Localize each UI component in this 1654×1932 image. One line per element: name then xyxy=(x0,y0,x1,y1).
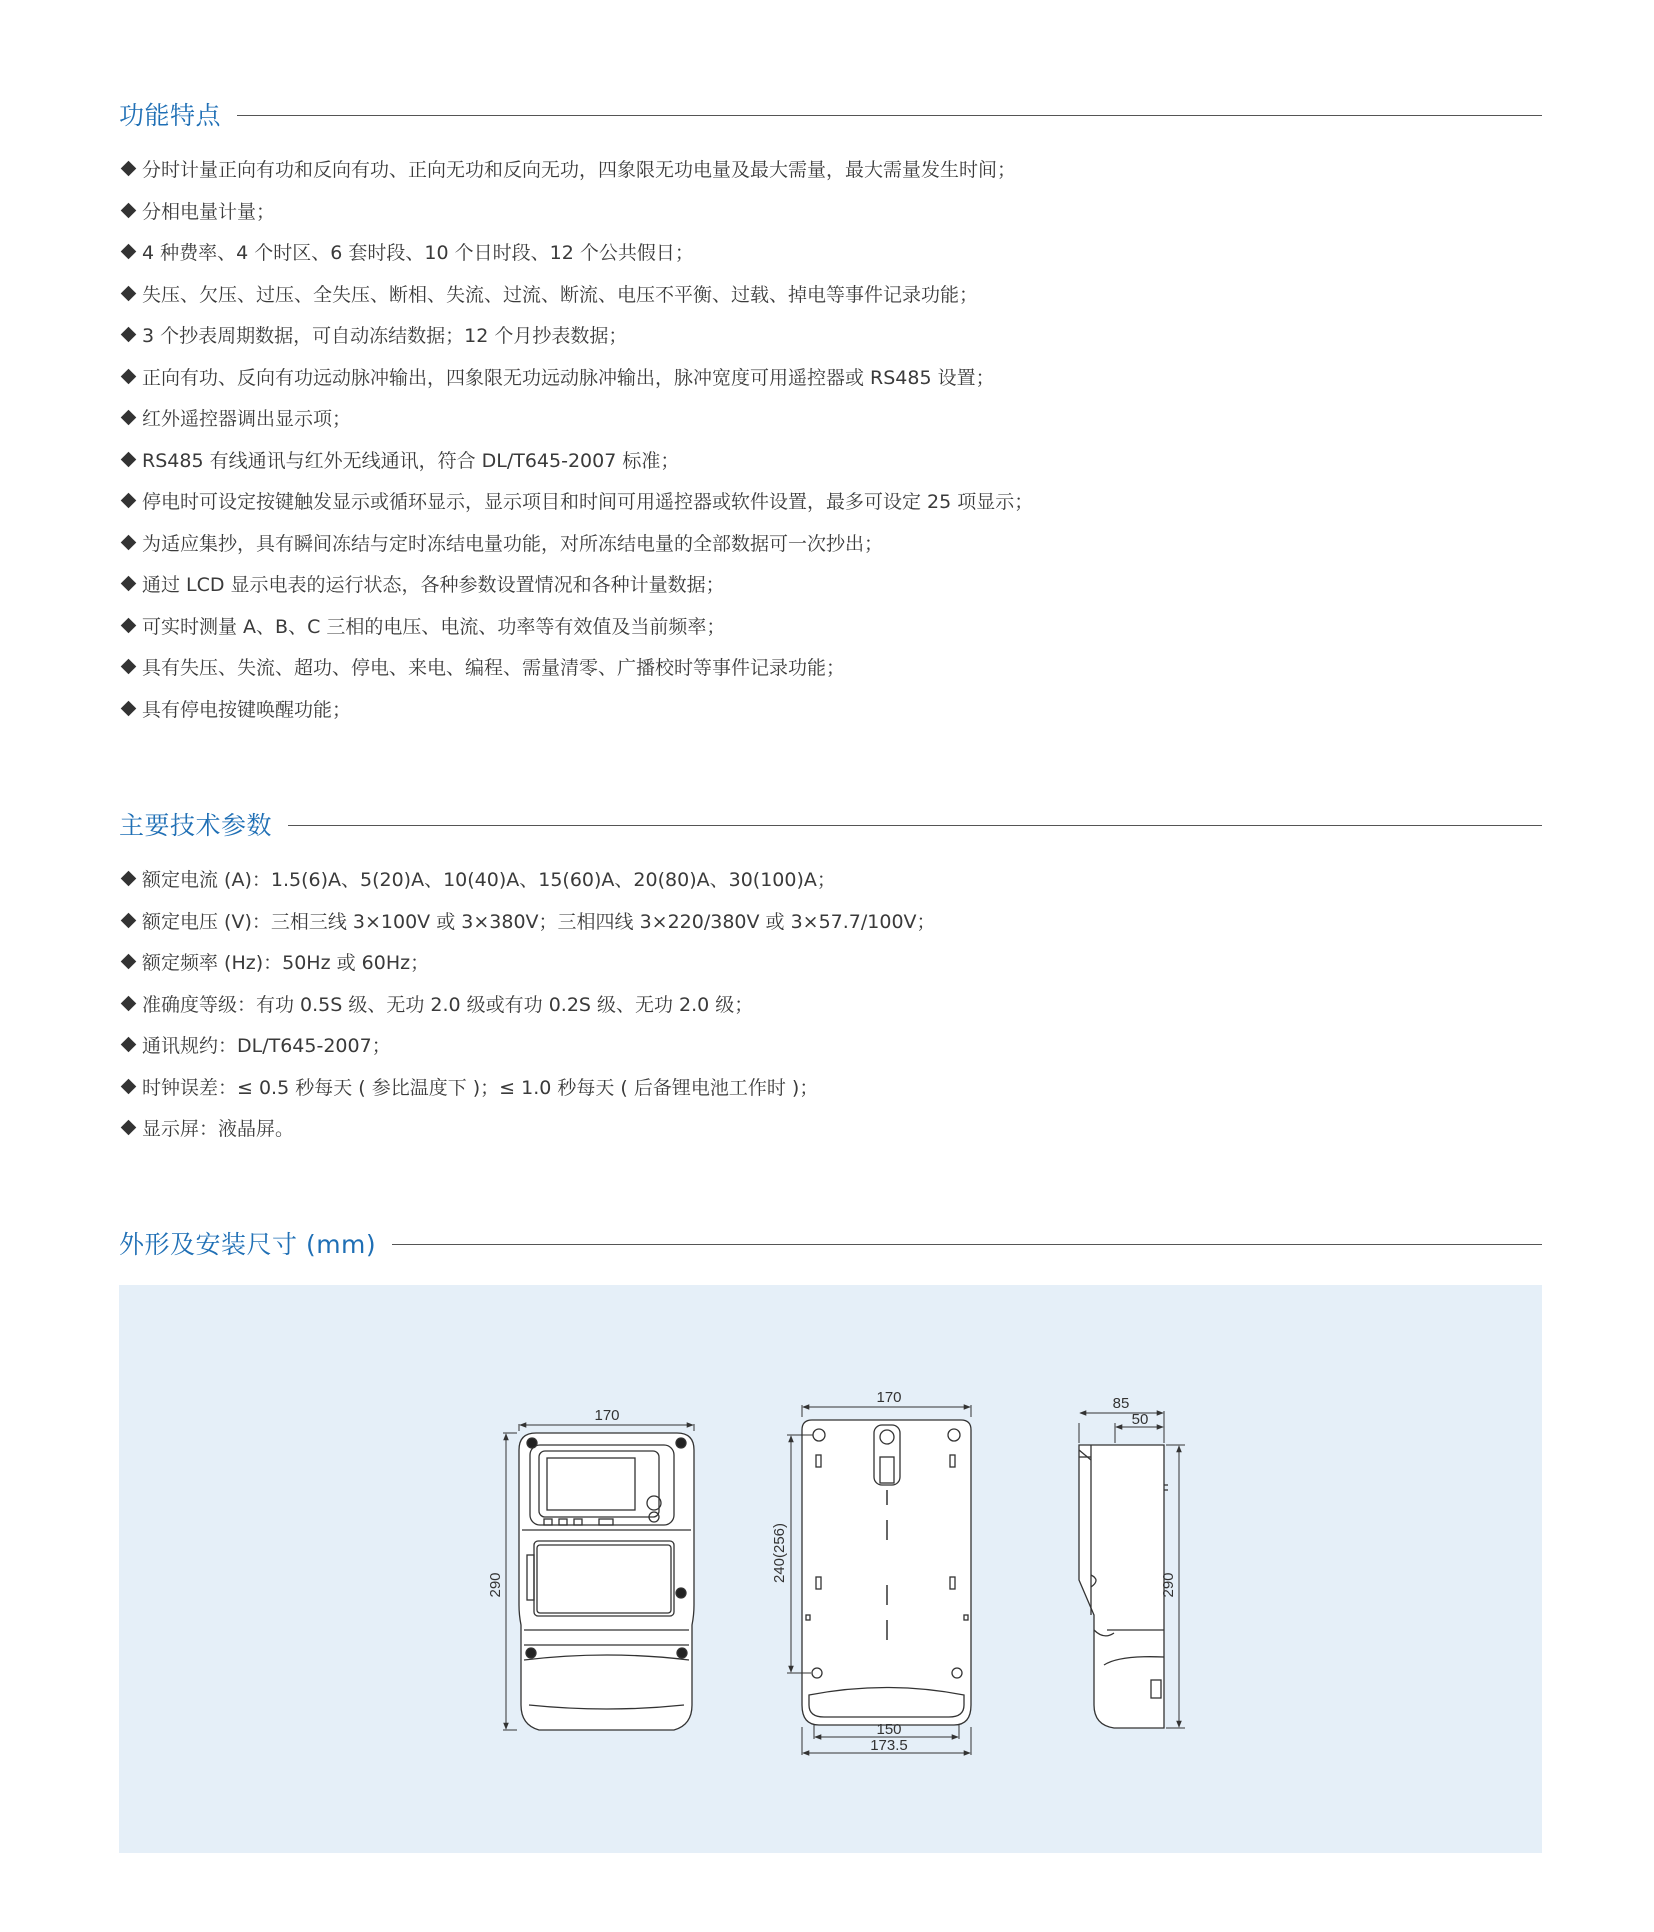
side-height-label: 290 xyxy=(1160,1572,1177,1598)
list-item-text: 正向有功、反向有功远动脉冲输出，四象限无功远动脉冲输出，脉冲宽度可用遥控器或 RS485 设置； xyxy=(142,366,995,389)
diamond-bullet-icon xyxy=(121,410,137,426)
list-item xyxy=(119,190,1542,232)
side-depth-inner-label: 50 xyxy=(1131,1411,1149,1428)
back-bottom-outer-label: 173.5 xyxy=(870,1737,908,1754)
params-divider xyxy=(288,825,1542,826)
list-item xyxy=(119,688,1542,730)
side-depth-label: 85 xyxy=(1112,1395,1130,1412)
list-item-text: 红外遥控器调出显示项； xyxy=(142,408,352,431)
dimensions-divider xyxy=(392,1244,1542,1245)
list-item xyxy=(119,439,1542,481)
back-width-label: 170 xyxy=(876,1389,902,1406)
side-view xyxy=(1079,1411,1185,1728)
list-item-text: 准确度等级：有功 0.5S 级、无功 2.0 级或有功 0.2S 级、无功 2.0 级； xyxy=(142,993,754,1016)
list-item xyxy=(119,480,1542,522)
list-item xyxy=(119,983,1542,1025)
front-height-label: 290 xyxy=(487,1572,504,1598)
list-item-text: 分时计量正向有功和反向有功、正向无功和反向无功，四象限无功电量及最大需量，最大需量发生时间； xyxy=(142,159,1017,182)
list-item-text: 时钟误差：≤ 0.5 秒每天 ( 参比温度下 )；≤ 1.0 秒每天 ( 后备锂电池工作时 )； xyxy=(142,1076,819,1099)
diamond-bullet-icon xyxy=(121,202,137,218)
diamond-bullet-icon xyxy=(121,1120,137,1136)
list-item-text: RS485 有线通讯与红外无线通讯，符合 DL/T645-2007 标准； xyxy=(142,449,680,472)
list-item xyxy=(119,1107,1542,1149)
list-item xyxy=(119,858,1542,900)
features-title: 功能特点 xyxy=(119,101,222,130)
dimension-drawing-panel xyxy=(119,1285,1542,1853)
list-item xyxy=(119,231,1542,273)
diamond-bullet-icon xyxy=(121,576,137,592)
list-item xyxy=(119,941,1542,983)
diamond-bullet-icon xyxy=(121,617,137,633)
front-view xyxy=(503,1424,694,1730)
diamond-bullet-icon xyxy=(121,493,137,509)
list-item-text: 具有停电按键唤醒功能； xyxy=(142,698,352,721)
params-header xyxy=(119,804,1542,844)
diamond-bullet-icon xyxy=(121,327,137,343)
back-bottom-inner-label: 150 xyxy=(876,1721,902,1738)
diamond-bullet-icon xyxy=(121,995,137,1011)
list-item-text: 3 个抄表周期数据，可自动冻结数据；12 个月抄表数据； xyxy=(142,325,628,348)
params-title: 主要技术参数 xyxy=(119,811,273,840)
list-item xyxy=(119,1024,1542,1066)
list-item xyxy=(119,1066,1542,1108)
diamond-bullet-icon xyxy=(121,244,137,260)
dimensions-header xyxy=(119,1223,1542,1263)
list-item-text: 可实时测量 A、B、C 三相的电压、电流、功率等有效值及当前频率； xyxy=(142,615,726,638)
list-item xyxy=(119,356,1542,398)
dimension-drawing xyxy=(119,1285,1542,1853)
list-item-text: 为适应集抄，具有瞬间冻结与定时冻结电量功能，对所冻结电量的全部数据可一次抄出； xyxy=(142,532,884,555)
params-section xyxy=(119,804,1542,1149)
diamond-bullet-icon xyxy=(121,368,137,384)
list-item xyxy=(119,900,1542,942)
diamond-bullet-icon xyxy=(121,451,137,467)
list-item xyxy=(119,314,1542,356)
features-list xyxy=(119,148,1542,729)
list-item xyxy=(119,148,1542,190)
list-item xyxy=(119,563,1542,605)
diamond-bullet-icon xyxy=(121,954,137,970)
list-item-text: 具有失压、失流、超功、停电、来电、编程、需量清零、广播校时等事件记录功能； xyxy=(142,657,846,680)
list-item-text: 通讯规约：DL/T645-2007； xyxy=(142,1035,391,1058)
list-item-text: 分相电量计量； xyxy=(142,200,276,223)
list-item xyxy=(119,397,1542,439)
list-item xyxy=(119,522,1542,564)
diamond-bullet-icon xyxy=(121,285,137,301)
features-divider xyxy=(237,115,1542,116)
list-item-text: 额定电压 (V)：三相三线 3×100V 或 3×380V；三相四线 3×220/380V 或 3×57.7/100V； xyxy=(142,910,936,933)
diamond-bullet-icon xyxy=(121,1037,137,1053)
list-item-text: 停电时可设定按键触发显示或循环显示，显示项目和时间可用遥控器或软件设置，最多可设定 25 项显示； xyxy=(142,491,1034,514)
front-width-label: 170 xyxy=(594,1407,620,1424)
list-item-text: 4 种费率、4 个时区、6 套时段、10 个日时段、12 个公共假日； xyxy=(142,242,694,265)
dimensions-section xyxy=(119,1223,1542,1263)
diamond-bullet-icon xyxy=(121,161,137,177)
params-list xyxy=(119,858,1542,1149)
features-section xyxy=(119,94,1542,729)
diamond-bullet-icon xyxy=(121,700,137,716)
list-item-text: 显示屏：液晶屏。 xyxy=(142,1118,295,1141)
list-item-text: 额定频率 (Hz)：50Hz 或 60Hz； xyxy=(142,952,430,975)
list-item xyxy=(119,273,1542,315)
list-item xyxy=(119,605,1542,647)
list-item xyxy=(119,646,1542,688)
list-item-text: 通过 LCD 显示电表的运行状态，各种参数设置情况和各种计量数据； xyxy=(142,574,725,597)
diamond-bullet-icon xyxy=(121,1078,137,1094)
diamond-bullet-icon xyxy=(121,871,137,887)
dimensions-title: 外形及安装尺寸 (mm) xyxy=(119,1230,377,1259)
list-item-text: 失压、欠压、过压、全失压、断相、失流、过流、断流、电压不平衡、过载、掉电等事件记录功能； xyxy=(142,283,979,306)
list-item-text: 额定电流 (A)：1.5(6)A、5(20)A、10(40)A、15(60)A、20(80)A、30(100)A； xyxy=(142,869,836,892)
diamond-bullet-icon xyxy=(121,534,137,550)
back-view xyxy=(787,1405,971,1755)
diamond-bullet-icon xyxy=(121,659,137,675)
back-mount-height-label: 240(256) xyxy=(771,1522,788,1584)
features-header xyxy=(119,94,1542,134)
diamond-bullet-icon xyxy=(121,912,137,928)
